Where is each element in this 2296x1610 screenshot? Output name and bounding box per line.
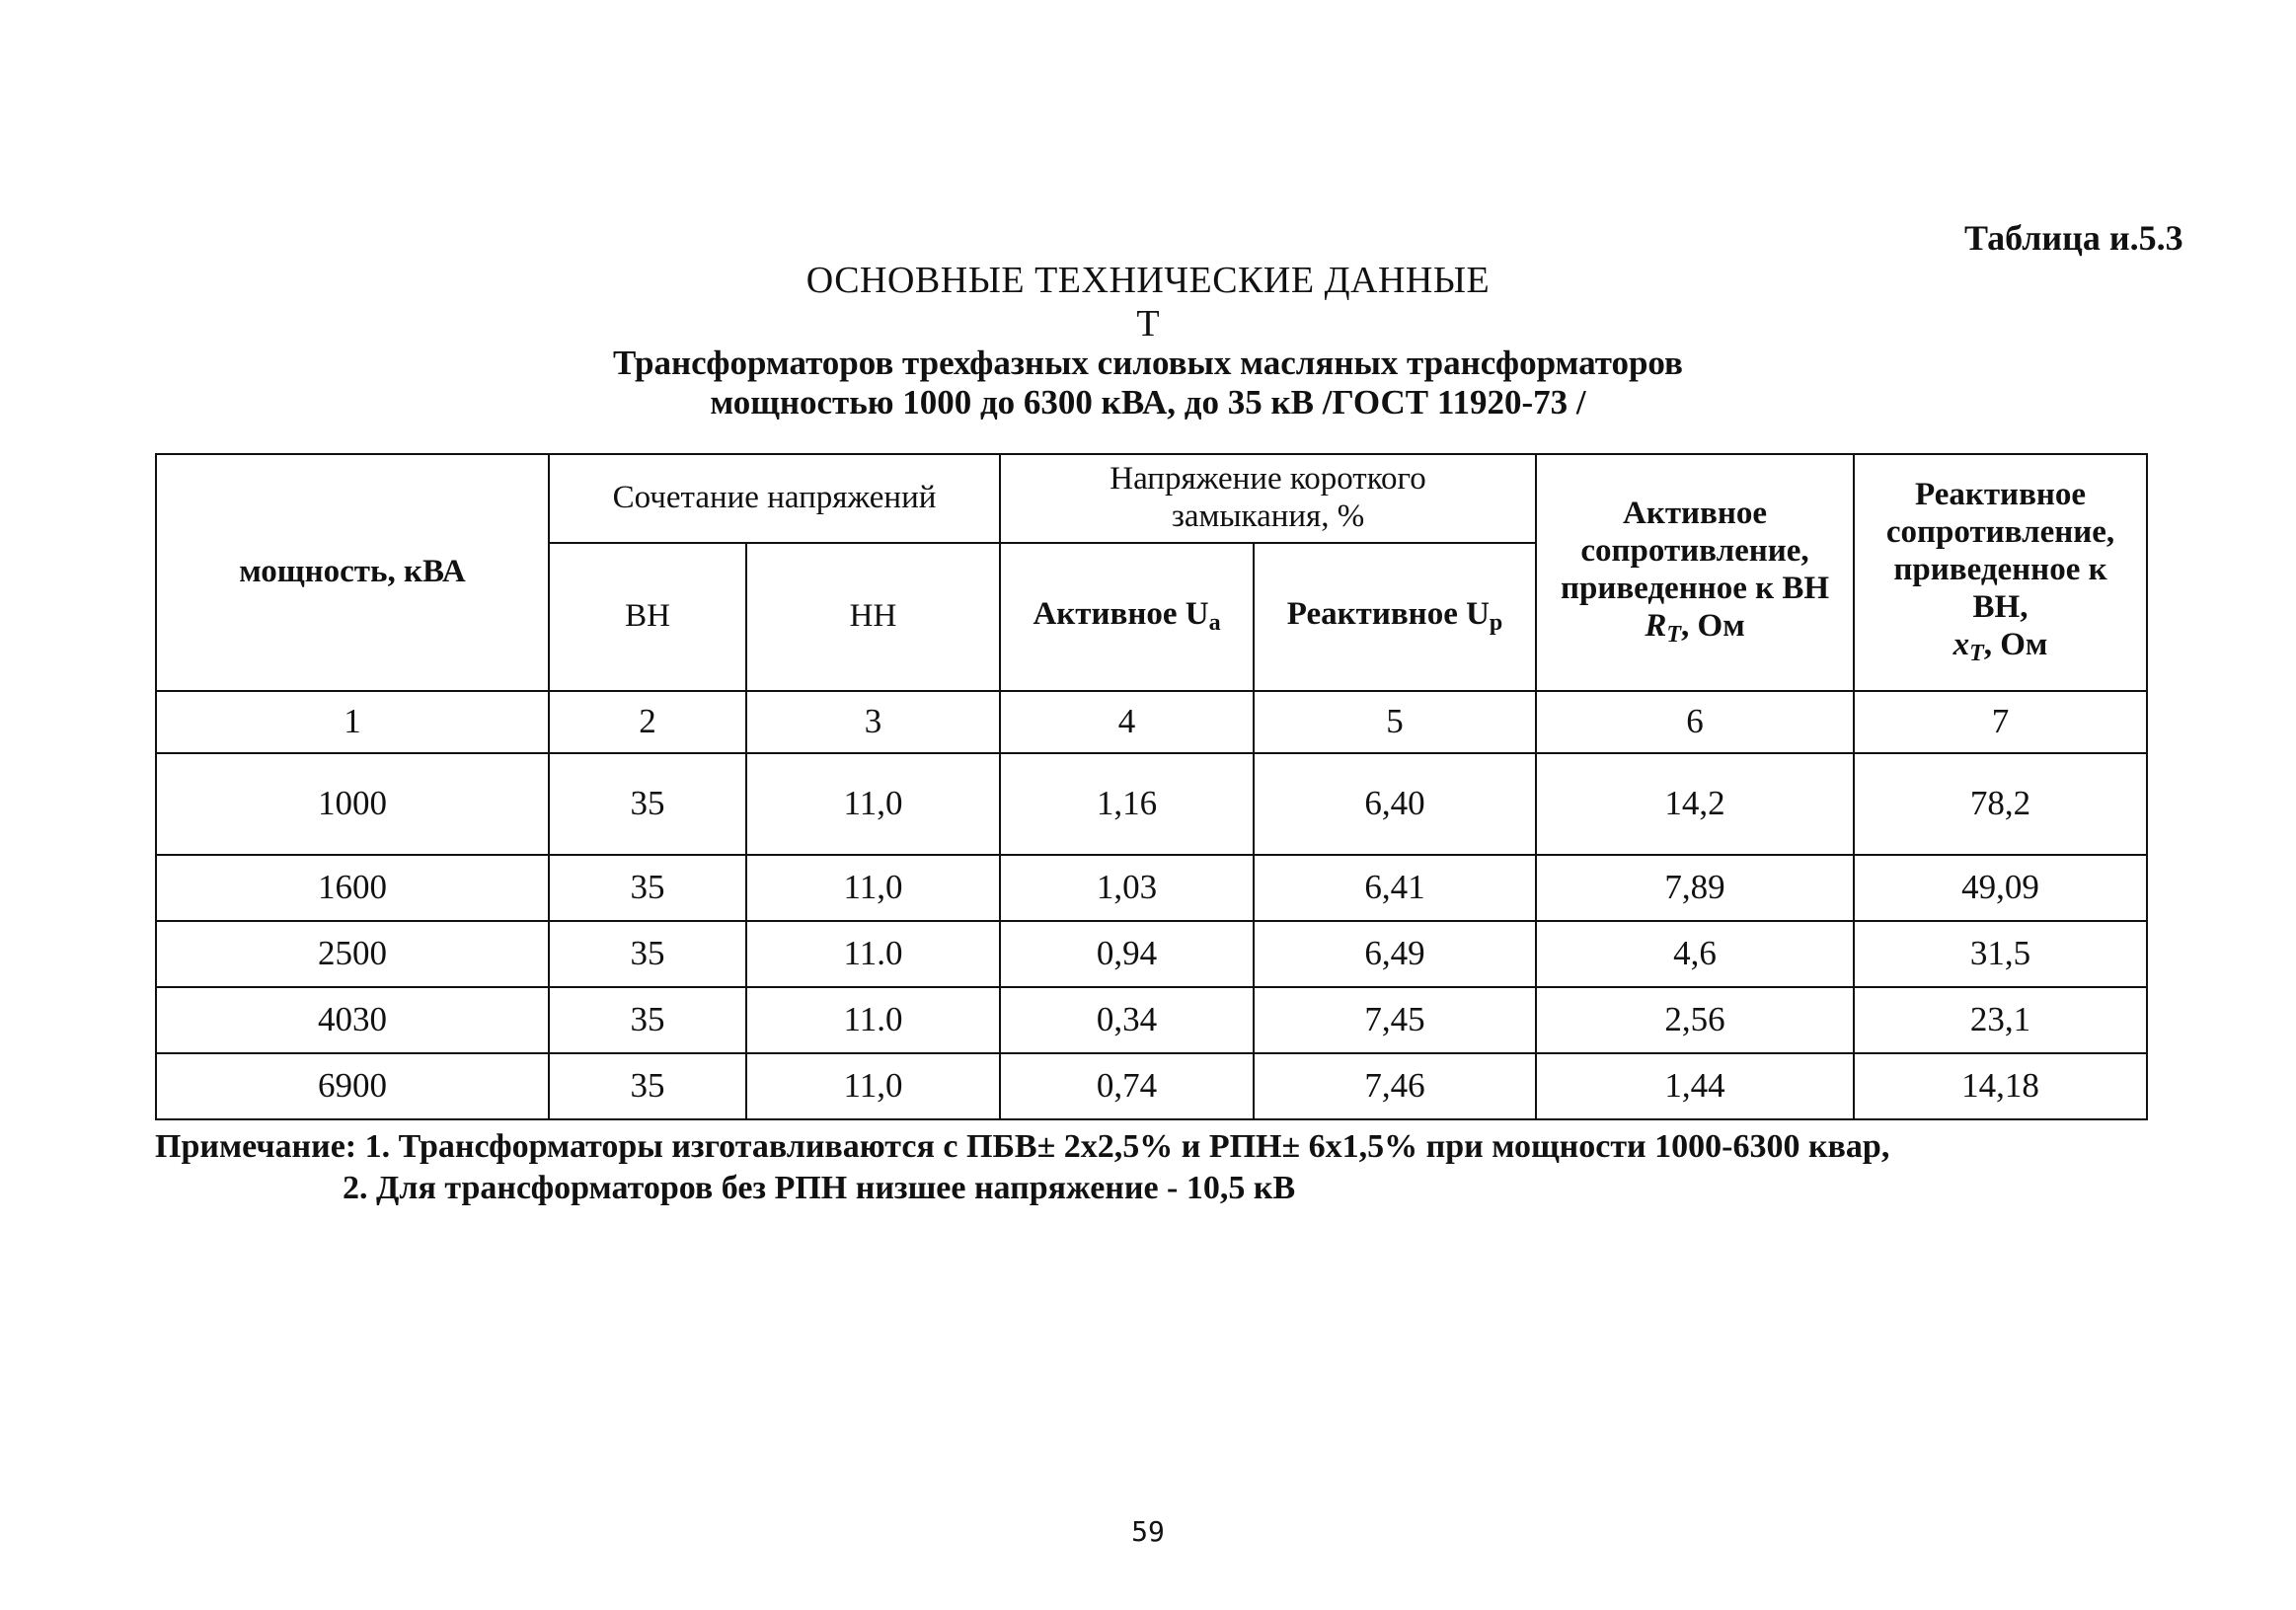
table-cell: 14,18 <box>1854 1053 2147 1119</box>
table-cell: 0,74 <box>1000 1053 1254 1119</box>
table-cell: 2500 <box>156 921 549 987</box>
symbol-x: x <box>1952 627 1970 663</box>
subtitle-line-2: мощностью 1000 до 6300 кВА, до 35 кВ /ГОСТ 11920-73 / <box>710 383 1586 422</box>
table-row <box>156 753 2147 855</box>
table-cell: 6,41 <box>1254 855 1536 921</box>
column-number: 6 <box>1536 691 1854 753</box>
table-row <box>156 987 2147 1053</box>
table-cell: 35 <box>549 987 746 1053</box>
table-cell: 1,16 <box>1000 753 1254 855</box>
note-line-1: Примечание: 1. Трансформаторы изготавливаются с ПБВ± 2х2,5% и РПН± 6х1,5% при мощности 1000-6300 квар, <box>155 1128 1890 1165</box>
table-cell: 1,44 <box>1536 1053 1854 1119</box>
column-number-row <box>156 691 2147 753</box>
table-cell: 4,6 <box>1536 921 1854 987</box>
table-cell: 23,1 <box>1854 987 2147 1053</box>
column-number: 3 <box>746 691 1000 753</box>
table-cell: 6900 <box>156 1053 549 1119</box>
table-cell: 4030 <box>156 987 549 1053</box>
table-row <box>156 921 2147 987</box>
table-cell: 49,09 <box>1854 855 2147 921</box>
header-hv: ВН <box>549 543 746 691</box>
table-cell: 1000 <box>156 753 549 855</box>
header-active-u: Активное $U_а$ <box>1000 543 1254 691</box>
header-reactive-u: Реактивное $U_р$ <box>1254 543 1536 691</box>
column-number: 7 <box>1854 691 2147 753</box>
column-number: 4 <box>1000 691 1254 753</box>
table-cell: 0,94 <box>1000 921 1254 987</box>
table-cell: 7,89 <box>1536 855 1854 921</box>
document-title: ОСНОВНЫЕ ТЕХНИЧЕСКИЕ ДАННЫЕ <box>805 260 1491 301</box>
header-row-1 <box>156 454 2147 543</box>
header-power: мощность, кВА <box>156 454 549 691</box>
header-reactive-resistance: Реактивное сопротивление, приведенное к ВН, $x_T$, Ом <box>1854 454 2147 691</box>
table-cell: 6,40 <box>1254 753 1536 855</box>
page-number: 59 <box>1131 1515 1165 1548</box>
table-cell: 11,0 <box>746 1053 1000 1119</box>
table-cell: 1600 <box>156 855 549 921</box>
table-cell: 11,0 <box>746 855 1000 921</box>
table-cell: 2,56 <box>1536 987 1854 1053</box>
transformer-data-table <box>155 453 2148 1120</box>
table-cell: 35 <box>549 1053 746 1119</box>
table-cell: 11.0 <box>746 921 1000 987</box>
symbol-r: R <box>1645 608 1667 645</box>
table-cell: 0,34 <box>1000 987 1254 1053</box>
table-cell: 6,49 <box>1254 921 1536 987</box>
table-label: Таблица и.5.3 <box>1964 218 2183 258</box>
table-cell: 35 <box>549 921 746 987</box>
title-letter: Т <box>1136 303 1160 345</box>
column-number: 2 <box>549 691 746 753</box>
table-cell: 35 <box>549 855 746 921</box>
column-number: 1 <box>156 691 549 753</box>
table-row <box>156 1053 2147 1119</box>
header-short-circuit-voltage: Напряжение короткого замыкания, % <box>1000 454 1536 543</box>
table-row <box>156 855 2147 921</box>
table-cell: 7,46 <box>1254 1053 1536 1119</box>
table-cell: 1,03 <box>1000 855 1254 921</box>
table-cell: 31,5 <box>1854 921 2147 987</box>
subtitle-line-1: Трансформаторов трехфазных силовых масляных трансформаторов <box>613 344 1683 382</box>
table-cell: 7,45 <box>1254 987 1536 1053</box>
header-voltage-combination: Сочетание напряжений <box>549 454 1000 543</box>
table-cell: 35 <box>549 753 746 855</box>
header-active-resistance: Активное сопротивление, приведенное к ВН $R_T$, Ом <box>1536 454 1854 691</box>
table-cell: 78,2 <box>1854 753 2147 855</box>
header-lv: НН <box>746 543 1000 691</box>
note-line-2: 2. Для трансформаторов без РПН низшее напряжение - 10,5 кВ <box>343 1170 1296 1206</box>
column-number: 5 <box>1254 691 1536 753</box>
table-cell: 11.0 <box>746 987 1000 1053</box>
table-cell: 14,2 <box>1536 753 1854 855</box>
table-cell: 11,0 <box>746 753 1000 855</box>
